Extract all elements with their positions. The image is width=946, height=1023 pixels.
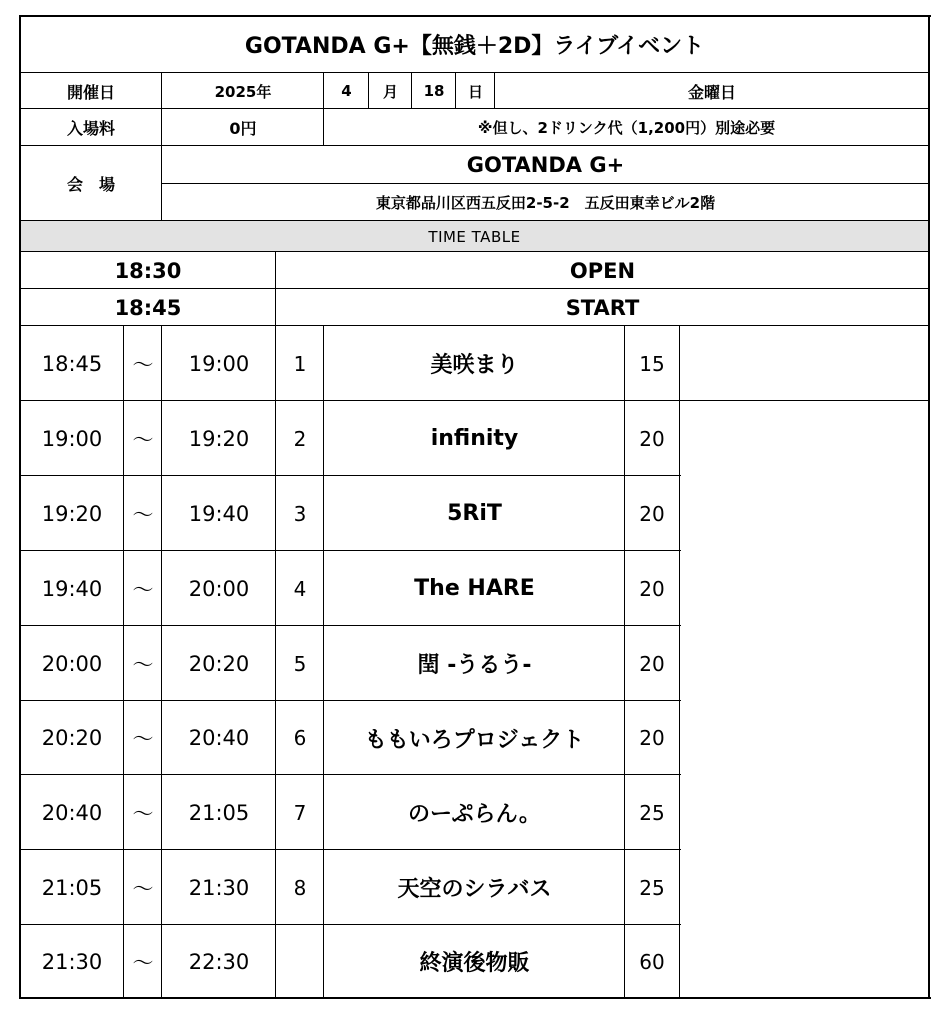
duration-cell: 25 (639, 875, 665, 900)
end-time-cell: 19:20 (188, 426, 250, 451)
row-divider (19, 849, 681, 850)
tilde-cell: ～ (132, 577, 154, 602)
tilde-cell: ～ (132, 801, 154, 826)
date-day-unit: 日 (467, 82, 483, 101)
slot-number-cell: 6 (293, 726, 307, 750)
row-divider (19, 288, 930, 289)
slot-number-cell: 2 (293, 426, 307, 451)
venue-address: 東京都品川区西五反田2-5-2 五反田東幸ビル2階 (375, 194, 716, 212)
timetable-label: TIME TABLE (428, 227, 521, 246)
column-divider (679, 325, 680, 999)
row-divider (19, 924, 681, 925)
row-divider (19, 251, 930, 252)
end-time-cell: 21:30 (188, 875, 250, 900)
tilde-cell: ～ (132, 427, 154, 452)
date-year: 2025年 (214, 82, 272, 101)
slot-number-cell (276, 925, 324, 998)
performer-cell: The HARE (414, 576, 535, 601)
column-divider (161, 72, 162, 221)
start-label: START (565, 295, 640, 320)
duration-cell: 20 (639, 576, 665, 601)
start-time-cell: 19:40 (41, 576, 103, 601)
column-divider (494, 72, 495, 109)
row-divider (19, 774, 681, 775)
column-divider (928, 15, 930, 999)
performer-cell: 終演後物販 (419, 951, 530, 976)
column-divider (411, 72, 412, 109)
duration-cell: 20 (639, 651, 665, 676)
tilde-cell: ～ (132, 352, 154, 377)
row-divider (19, 220, 930, 221)
performer-cell: ももいろプロジェクト (364, 727, 585, 753)
performer-cell: 5RiT (447, 501, 502, 526)
start-time-cell: 21:05 (41, 875, 103, 900)
row-divider (19, 400, 930, 401)
slot-number-cell: 8 (293, 875, 307, 900)
fee-note: ※但し、2ドリンク代（1,200円）別途必要 (477, 119, 776, 137)
end-time-cell: 19:40 (188, 501, 250, 526)
open-time: 18:30 (114, 258, 182, 283)
performer-cell: のーぷらん。 (408, 802, 541, 827)
date-weekday: 金曜日 (687, 82, 736, 102)
duration-cell: 25 (639, 800, 665, 825)
column-divider (323, 325, 324, 999)
duration-cell: 15 (639, 351, 665, 376)
duration-cell: 60 (639, 949, 665, 974)
date-label: 開催日 (66, 82, 115, 102)
fee-label: 入場料 (66, 119, 115, 138)
end-time-cell: 22:30 (188, 949, 250, 974)
performer-cell: 美咲まり (430, 353, 519, 378)
slot-number-cell: 3 (293, 501, 307, 526)
performer-cell: 閏 -うるう- (417, 653, 532, 678)
row-divider (19, 700, 681, 701)
duration-cell: 20 (639, 726, 665, 750)
performer-cell: 天空のシラバス (397, 877, 552, 902)
column-divider (123, 325, 124, 999)
column-divider (368, 72, 369, 109)
row-divider (19, 475, 681, 476)
end-time-cell: 19:00 (188, 351, 250, 376)
fee-value: 0円 (229, 119, 257, 138)
open-label: OPEN (569, 258, 636, 283)
tilde-cell: ～ (132, 727, 154, 751)
row-divider (19, 72, 930, 73)
start-time-cell: 19:20 (41, 501, 103, 526)
date-month-unit: 月 (382, 82, 398, 101)
end-time-cell: 20:00 (188, 576, 250, 601)
venue-label: 会 場 (66, 175, 115, 194)
end-time-cell: 21:05 (188, 800, 250, 825)
column-divider (19, 15, 21, 999)
row-divider (19, 550, 681, 551)
row-divider (19, 145, 930, 146)
start-time-cell: 21:30 (41, 949, 103, 974)
duration-cell: 20 (639, 426, 665, 451)
tilde-cell: ～ (132, 950, 154, 975)
row-divider (19, 325, 930, 326)
end-time-cell: 20:40 (188, 726, 250, 750)
start-time: 18:45 (114, 295, 182, 320)
row-divider (19, 15, 931, 17)
event-title: GOTANDA G+【無銭＋2D】ライブイベント (244, 33, 705, 59)
start-time-cell: 19:00 (41, 426, 103, 451)
end-time-cell: 20:20 (188, 651, 250, 676)
row-divider (19, 108, 930, 109)
tilde-cell: ～ (132, 876, 154, 901)
slot-number-cell: 7 (293, 800, 307, 825)
start-time-cell: 20:20 (41, 726, 103, 750)
column-divider (455, 72, 456, 109)
tilde-cell: ～ (132, 502, 154, 527)
start-time-cell: 18:45 (41, 351, 103, 376)
slot-number-cell: 5 (293, 651, 307, 676)
column-divider (624, 325, 625, 999)
start-time-cell: 20:40 (41, 800, 103, 825)
column-divider (323, 72, 324, 146)
venue-name: GOTANDA G+ (466, 153, 625, 177)
row-divider (19, 997, 931, 999)
tilde-cell: ～ (132, 652, 154, 677)
row-divider (162, 183, 930, 184)
date-month: 4 (341, 82, 352, 100)
row-divider (19, 625, 681, 626)
performer-cell: infinity (430, 426, 519, 451)
date-day: 18 (423, 82, 445, 100)
start-time-cell: 20:00 (41, 651, 103, 676)
slot-number-cell: 4 (293, 576, 307, 601)
duration-cell: 20 (639, 501, 665, 526)
slot-number-cell: 1 (293, 351, 307, 376)
column-divider (161, 325, 162, 999)
